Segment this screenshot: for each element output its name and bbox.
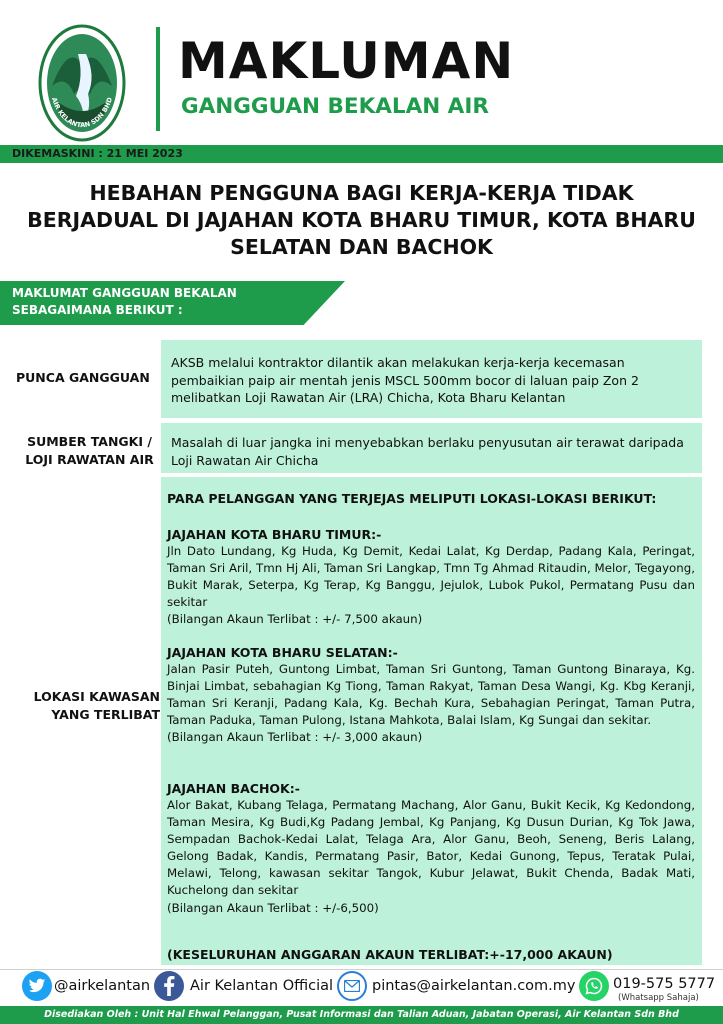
punca-label: PUNCA GANGGUAN — [16, 370, 150, 385]
kota-bharu-selatan-title: JAJAHAN KOTA BHARU SELATAN:- — [167, 645, 398, 660]
lokasi-label-line-2: YANG TERLIBAT — [51, 707, 160, 722]
twitter-handle[interactable]: @airkelantan — [54, 978, 151, 994]
email-icon[interactable] — [337, 971, 367, 1001]
air-kelantan-logo — [38, 24, 126, 142]
bachok-section — [167, 797, 695, 917]
bachok-areas: Alor Bakat, Kubang Telaga, Permatang Machang, Alor Ganu, Bukit Kecik, Kg Kedondong, Taman Mesira, Kg Budi,Kg Padang Jembal, Kg Panjang, Kg Dusun Durian, Kg Tok Jawa, Sempadan Bachok-Kedai Lalat, Telaga Ara, Alor Ganu, Beoh, Seneng, Beris Lalang, Gelong Badak, Kandis, Permatang Pasir, Bator, Kedai Gunong, Tepus, Teratak Pulai, Melawi, Telong, kawasan sekitar Tangok, Kubur Jelawat, Bukit Chenda, Badak Mati, Kuchelong dan sekitar — [167, 798, 695, 898]
updated-date: DIKEMASKINI : 21 MEI 2023 — [12, 147, 183, 160]
banner-line-2: SEBAGAIMANA BERIKUT : — [12, 303, 183, 317]
page-subtitle: GANGGUAN BEKALAN AIR — [181, 94, 489, 119]
info-banner-text — [12, 285, 312, 319]
headline-line-1: HEBAHAN PENGGUNA BAGI KERJA-KERJA TIDAK — [89, 181, 634, 205]
whatsapp-note: (Whatsapp Sahaja) — [618, 993, 699, 1003]
air-kelantan-logo-icon — [38, 24, 126, 142]
facebook-icon[interactable] — [154, 971, 184, 1001]
headline-line-3: SELATAN DAN BACHOK — [230, 235, 493, 259]
lokasi-label-line-1: LOKASI KAWASAN — [33, 689, 160, 704]
whatsapp-icon[interactable] — [579, 971, 609, 1001]
kota-bharu-timur-accounts: (Bilangan Akaun Terlibat : +/- 7,500 akaun) — [167, 612, 423, 627]
lokasi-label — [14, 688, 160, 724]
sumber-label-line-2: LOJI RAWATAN AIR — [25, 452, 154, 467]
sumber-text: Masalah di luar jangka ini menyebabkan berlaku penyusutan air terawat daripada Loji Rawatan Air Chicha — [171, 435, 684, 468]
kota-bharu-selatan-section — [167, 661, 695, 746]
page-title: MAKLUMAN — [178, 32, 515, 90]
bachok-title: JAJAHAN BACHOK:- — [167, 781, 300, 796]
headline-line-2: BERJADUAL DI JAJAHAN KOTA BHARU TIMUR, KOTA BHARU — [27, 208, 696, 232]
announcement-headline — [0, 180, 723, 261]
prepared-by-text: Disediakan Oleh : Unit Hal Ehwal Pelanggan, Pusat Informasi dan Talian Aduan, Jabatan Operasi, Air Kelantan Sdn Bhd — [44, 1009, 679, 1020]
facebook-page[interactable]: Air Kelantan Official — [190, 978, 334, 994]
kota-bharu-selatan-accounts: (Bilangan Akaun Terlibat : +/- 3,000 akaun) — [167, 730, 423, 745]
twitter-icon[interactable] — [22, 971, 52, 1001]
sumber-label-line-1: SUMBER TANGKI / — [27, 434, 152, 449]
sumber-label — [22, 433, 157, 469]
kota-bharu-selatan-areas: Jalan Pasir Puteh, Guntong Limbat, Taman Sri Guntong, Taman Guntong Binaraya, Kg. Binjai Limbat, sebahagian Kg Tiong, Taman Rakyat, Taman Desa Wangi, Kg. Kbg Keranji, Taman Sri Keranji, Padang Kala, Kg. Bechah Kura, Sebahagian Peringat, Taman Putra, Taman Paduka, Taman Pulong, Istana Mahkota, Balai Islam, Kg Sungai dan sekitar. — [167, 662, 695, 728]
bachok-accounts: (Bilangan Akaun Terlibat : +/-6,500) — [167, 900, 379, 915]
footer-divider — [0, 969, 723, 970]
punca-text: AKSB melalui kontraktor dilantik akan melakukan kerja-kerja kecemasan pembaikian paip air mentah jenis MSCL 500mm bocor di laluan paip Zon 2 melibatkan Loji Rawatan Air (LRA) Chicha, Kota Bharu Kelantan — [171, 355, 639, 406]
kota-bharu-timur-title: JAJAHAN KOTA BHARU TIMUR:- — [167, 527, 382, 542]
header-divider — [156, 27, 160, 131]
whatsapp-number[interactable]: 019-575 5777 — [613, 976, 716, 992]
logo-text: AIR KELANTAN SDN BHD — [49, 96, 115, 130]
kota-bharu-timur-areas: Jln Dato Lundang, Kg Huda, Kg Demit, Kedai Lalat, Kg Derdap, Padang Kala, Peringat, Taman Sri Aril, Tmn Hj Ali, Taman Sri Langkap, Tmn Tg Ahmad Ritaudin, Melor, Tegayong, Bukit Marak, Seterpa, Kg Terap, Kg Banggu, Jejulok, Lubok Pukol, Permatang Pusu dan sekitar — [167, 544, 695, 610]
lokasi-intro: PARA PELANGGAN YANG TERJEJAS MELIPUTI LOKASI-LOKASI BERIKUT: — [167, 491, 657, 506]
email-address[interactable]: pintas@airkelantan.com.my — [372, 978, 576, 994]
total-accounts: (KESELURUHAN ANGGARAN AKAUN TERLIBAT:+-17,000 AKAUN) — [167, 947, 613, 962]
banner-line-1: MAKLUMAT GANGGUAN BEKALAN — [12, 286, 237, 300]
kota-bharu-timur-section — [167, 543, 695, 628]
